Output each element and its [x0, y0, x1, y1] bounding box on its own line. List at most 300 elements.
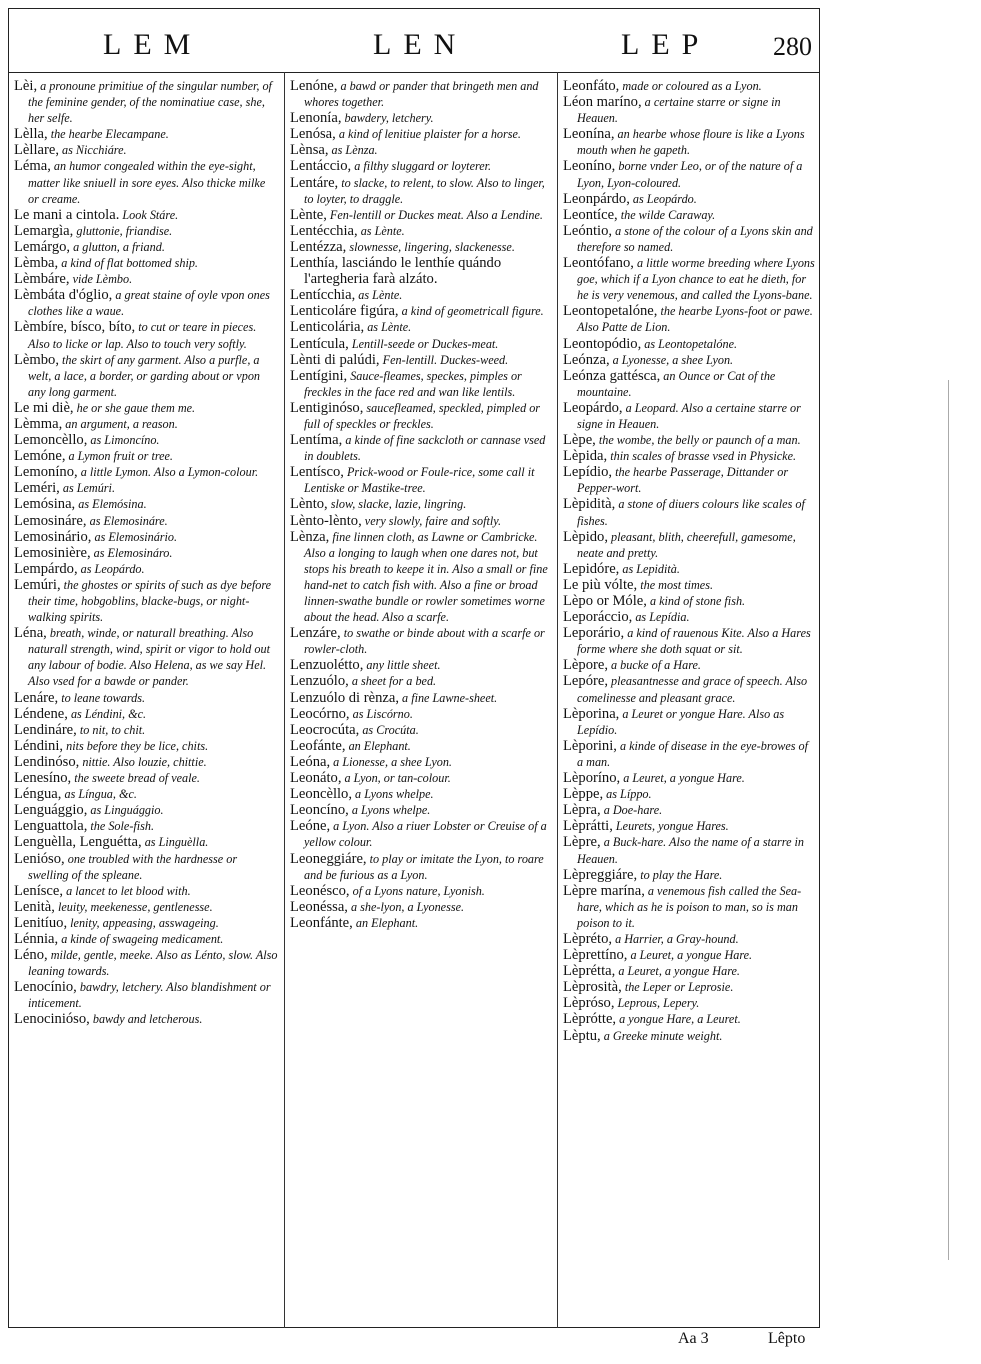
- entry-headword: Lènte,: [290, 206, 327, 223]
- dictionary-entry: [563, 207, 817, 223]
- entry-definition: a kind of flat bottomed ship.: [58, 256, 198, 271]
- entry-definition: an hearbe whose floure is like a Lyons mouth when he gapeth.: [577, 127, 805, 158]
- entry-definition: an Ounce or Cat of the mountaine.: [577, 368, 776, 399]
- entry-headword: Lentézza,: [290, 238, 347, 255]
- entry-headword: Leonfáto,: [563, 78, 620, 94]
- entry-headword: Lèpre marína,: [563, 882, 645, 899]
- entry-definition: as Nicchiáre.: [58, 143, 127, 158]
- entry-headword: Lèprátti,: [563, 818, 613, 835]
- entry-definition: a bucke of a Hare.: [607, 658, 701, 673]
- entry-definition: as Lemúri.: [59, 481, 115, 496]
- entry-headword: Lèprétta,: [563, 963, 616, 980]
- entry-headword: Lenitíuo,: [14, 914, 68, 931]
- dictionary-entry: [563, 126, 817, 158]
- entry-definition: a Leopard. Also a certaine starre or signe in Heauen.: [577, 400, 801, 431]
- dictionary-entry: [563, 368, 817, 400]
- entry-headword: Lenguèlla, Lenguétta,: [14, 834, 142, 851]
- entry-definition: leuity, meekenesse, gentlenesse.: [54, 899, 213, 914]
- entry-headword: Léngua,: [14, 786, 62, 803]
- dictionary-entry: [290, 496, 552, 512]
- entry-headword: Lentícchia,: [290, 287, 356, 304]
- dictionary-entry: [14, 1011, 278, 1027]
- entry-definition: a certaine starre or signe in Heauen.: [577, 95, 781, 126]
- dictionary-entry: [563, 496, 817, 528]
- entry-definition: made or coloured as a Lyon.: [619, 79, 762, 93]
- dictionary-entry: [563, 577, 817, 593]
- entry-definition: of a Lyons nature, Lyonish.: [349, 883, 485, 898]
- dictionary-entry: [290, 818, 552, 850]
- dictionary-entry: [14, 851, 278, 883]
- entry-definition: Leprous, Lepery.: [614, 996, 700, 1011]
- dictionary-entry: [563, 786, 817, 802]
- entry-definition: borne vnder Leo, or of the nature of a Lyon, Lyon-coloured.: [577, 159, 803, 190]
- dictionary-entry: [290, 706, 552, 722]
- entry-definition: milde, gentle, meeke. Also as Lénto, slow. Also leaning towards.: [28, 948, 278, 979]
- signature-mark: Aa 3: [678, 1330, 709, 1347]
- entry-definition: a bawd or pander that bringeth men and whores together.: [304, 79, 539, 110]
- dictionary-entry: [14, 818, 278, 834]
- entry-headword: Lèlla,: [14, 126, 48, 143]
- entry-headword: Lendináre,: [14, 721, 77, 738]
- dictionary-entry: [563, 432, 817, 448]
- dictionary-entry: [290, 529, 552, 626]
- entry-headword: Lenthía, lasciándo le lenthíe quándo l'artegheria farà alzáto.: [290, 255, 502, 288]
- entry-definition: a great staine of oyle vpon ones clothes like a waue.: [28, 288, 270, 319]
- entry-headword: Lenguattola,: [14, 818, 88, 835]
- entry-headword: Lemosinière,: [14, 544, 91, 561]
- entry-headword: Lènto-lènto,: [290, 512, 362, 529]
- dictionary-entry: [290, 142, 552, 158]
- entry-definition: as Linguággio.: [87, 803, 164, 818]
- entry-headword: Leoncíno,: [290, 802, 349, 819]
- entry-headword: Lenióso,: [14, 850, 65, 867]
- entry-headword: Lèporini,: [563, 737, 617, 754]
- dictionary-entry: [290, 207, 552, 223]
- entry-definition: as Língua, &c.: [61, 787, 137, 802]
- entry-definition: a kind of lenitiue plaister for a horse.: [335, 127, 521, 142]
- entry-definition: Look Stáre.: [119, 207, 179, 222]
- dictionary-entry: [290, 368, 552, 400]
- entry-definition: a Leuret, a yongue Hare.: [615, 964, 740, 979]
- entry-definition: an argument, a reason.: [62, 416, 178, 431]
- dictionary-entry: [563, 1028, 817, 1044]
- entry-definition: a filthy sluggard or loyterer.: [351, 159, 492, 174]
- dictionary-entry: [290, 690, 552, 706]
- column-divider: [284, 72, 285, 1328]
- dictionary-entry: [563, 706, 817, 738]
- entry-definition: a Lyon, or tan-colour.: [341, 771, 451, 786]
- entry-headword: Lentícula,: [290, 335, 349, 352]
- dictionary-entry: [14, 464, 278, 480]
- entry-definition: a kind of geometricall figure.: [398, 304, 544, 319]
- dictionary-entry: [563, 158, 817, 190]
- entry-definition: a kinde of swageing medicament.: [58, 931, 224, 946]
- entry-definition: as Lepídia.: [632, 610, 690, 625]
- dictionary-entry: [290, 319, 552, 335]
- entry-definition: Fen-lentill. Duckes-weed.: [379, 352, 509, 367]
- entry-headword: Leónza gattésca,: [563, 367, 661, 384]
- entry-headword: Lemoncèllo,: [14, 432, 88, 449]
- entry-headword: Lèprettíno,: [563, 947, 628, 964]
- entry-definition: he or she gaue them me.: [73, 400, 196, 415]
- dictionary-entry: [563, 223, 817, 255]
- entry-definition: as Elemosináro.: [90, 545, 173, 560]
- entry-headword: Lendinóso,: [14, 753, 80, 770]
- column-3: [563, 78, 817, 1328]
- dictionary-entry: [563, 94, 817, 126]
- entry-headword: Lenzuolétto,: [290, 657, 364, 674]
- entry-headword: Leoncèllo,: [290, 786, 352, 803]
- dictionary-entry: [14, 834, 278, 850]
- entry-definition: as Léndini, &c.: [67, 706, 147, 721]
- dictionary-entry: [290, 883, 552, 899]
- entry-headword: Lemóne,: [14, 448, 66, 465]
- entry-headword: Leóna,: [290, 753, 331, 770]
- entry-definition: slownesse, lingering, slackenesse.: [346, 239, 515, 254]
- dictionary-entry: [14, 496, 278, 512]
- entry-definition: the skirt of any garment. Also a purfle, a welt, a lace, a border, or garding about or vpon any long garment.: [28, 352, 261, 399]
- entry-definition: a fine Lawne-sheet.: [399, 690, 498, 705]
- entry-definition: the wilde Caraway.: [617, 207, 716, 222]
- dictionary-entry: [563, 673, 817, 705]
- entry-headword: Lèpre,: [563, 834, 601, 851]
- dictionary-entry: [14, 690, 278, 706]
- entry-headword: Lèmbáre,: [14, 271, 70, 288]
- dictionary-entry: [14, 239, 278, 255]
- entry-headword: Lentígini,: [290, 367, 348, 384]
- dictionary-entry: [290, 657, 552, 673]
- entry-definition: an Elephant.: [345, 738, 411, 753]
- entry-definition: as Lènza.: [328, 143, 378, 158]
- entry-definition: Lentill-seede or Duckes-meat.: [348, 336, 499, 351]
- dictionary-entry: [290, 754, 552, 770]
- dictionary-entry: [14, 158, 278, 206]
- dictionary-entry: [290, 303, 552, 319]
- page-number: 280: [773, 32, 812, 61]
- entry-definition: a Leuret, a yongue Hare.: [620, 771, 745, 786]
- entry-headword: Lèllare,: [14, 142, 59, 159]
- entry-definition: thin scales of brasse vsed in Physicke.: [607, 449, 797, 464]
- entry-headword: Lèprosità,: [563, 979, 622, 996]
- entry-definition: a stone of diuers colours like scales of fishes.: [577, 497, 805, 528]
- dictionary-entry: [14, 480, 278, 496]
- dictionary-entry: [563, 352, 817, 368]
- dictionary-entry: [14, 287, 278, 319]
- dictionary-entry: [14, 883, 278, 899]
- entry-headword: Lèi,: [14, 78, 38, 94]
- dictionary-entry: [563, 561, 817, 577]
- entry-headword: Lèpréto,: [563, 930, 613, 947]
- entry-headword: Lèpra,: [563, 802, 601, 819]
- dictionary-entry: [14, 529, 278, 545]
- entry-headword: Leóne,: [290, 818, 331, 835]
- entry-headword: Lenósa,: [290, 126, 336, 143]
- entry-definition: as Leopárdo.: [629, 191, 697, 206]
- entry-headword: Lenóne,: [290, 78, 338, 94]
- entry-definition: as Lènte.: [357, 223, 405, 238]
- dictionary-entry: [290, 432, 552, 464]
- dictionary-entry: [14, 352, 278, 400]
- entry-headword: Lèporíno,: [563, 770, 621, 787]
- dictionary-entry: [290, 78, 552, 110]
- dictionary-entry: [14, 931, 278, 947]
- column-2: [290, 78, 552, 1328]
- dictionary-entry: [563, 738, 817, 770]
- dictionary-entry: [290, 513, 552, 529]
- entry-headword: Lèmbíre, bísco, bíto,: [14, 319, 136, 336]
- entry-headword: Lepídio,: [563, 464, 613, 481]
- entry-headword: Leocórno,: [290, 705, 350, 722]
- dictionary-entry: [14, 142, 278, 158]
- entry-definition: pleasant, blith, cheerefull, gamesome, neate and pretty.: [577, 529, 796, 560]
- dictionary-entry: [14, 738, 278, 754]
- entry-headword: Lèppe,: [563, 786, 604, 803]
- entry-headword: Lemárgo,: [14, 238, 71, 255]
- column-1: [14, 78, 278, 1328]
- dictionary-entry: [290, 738, 552, 754]
- entry-definition: a yongue Hare, a Leuret.: [616, 1012, 741, 1027]
- dictionary-entry: [290, 770, 552, 786]
- entry-headword: Leoníno,: [563, 158, 616, 175]
- entry-headword: Leoneggiáre,: [290, 850, 367, 867]
- dictionary-entry: [563, 529, 817, 561]
- entry-definition: any little sheet.: [363, 658, 441, 673]
- entry-definition: bawdy and letcherous.: [89, 1012, 203, 1027]
- entry-headword: Lentiginóso,: [290, 399, 364, 416]
- running-head-left: LEM: [103, 28, 203, 61]
- entry-headword: Léno,: [14, 947, 48, 964]
- dictionary-entry: [563, 593, 817, 609]
- dictionary-entry: [563, 834, 817, 866]
- entry-definition: a Lyonesse, a shee Lyon.: [609, 352, 734, 367]
- entry-definition: a sheet for a bed.: [348, 674, 437, 689]
- entry-headword: Lènsa,: [290, 142, 329, 159]
- entry-definition: an Elephant.: [352, 915, 419, 930]
- entry-headword: Lèmba,: [14, 255, 59, 272]
- entry-definition: lenity, appeasing, asswageing.: [67, 915, 219, 930]
- dictionary-entry: [290, 802, 552, 818]
- entry-headword: Leporáccio,: [563, 609, 633, 626]
- dictionary-entry: [14, 706, 278, 722]
- dictionary-entry: [14, 979, 278, 1011]
- entry-definition: pleasantnesse and grace of speech. Also comelinesse and pleasant grace.: [577, 674, 808, 705]
- entry-headword: Lèporina,: [563, 705, 620, 722]
- entry-definition: a Leuret, a yongue Hare.: [627, 948, 753, 963]
- entry-definition: to cut or teare in pieces. Also to licke or lap. Also to touch very softly.: [28, 320, 257, 351]
- scan-edge-line: [948, 380, 950, 1260]
- entry-definition: as Lepidità.: [619, 561, 680, 576]
- entry-headword: Lèmma,: [14, 415, 63, 432]
- dictionary-entry: [14, 754, 278, 770]
- dictionary-entry: [290, 722, 552, 738]
- dictionary-entry: [563, 883, 817, 931]
- dictionary-entry: [563, 979, 817, 995]
- dictionary-entry: [563, 867, 817, 883]
- entry-headword: Leonésco,: [290, 882, 350, 899]
- entry-definition: nittie. Also louzie, chittie.: [79, 754, 207, 769]
- entry-definition: as Liscórno.: [349, 706, 413, 721]
- entry-definition: Sauce-fleames, speckes, pimples or freckles in the face red and wan like lentils.: [304, 368, 522, 399]
- entry-definition: to play or imitate the Lyon, to roare and be furious as a Lyon.: [304, 851, 544, 882]
- entry-definition: a lancet to let blood with.: [63, 883, 191, 898]
- entry-headword: Léna,: [14, 625, 47, 642]
- entry-headword: Leporário,: [563, 625, 625, 642]
- entry-headword: Lenità,: [14, 898, 55, 915]
- entry-headword: Lèmbo,: [14, 351, 59, 368]
- entry-definition: a glutton, a friand.: [70, 239, 165, 254]
- entry-definition: a Greeke minute weight.: [600, 1028, 723, 1043]
- entry-headword: Lèpreggiáre,: [563, 866, 638, 883]
- entry-definition: as Linguèlla.: [141, 835, 209, 850]
- dictionary-entry: [14, 223, 278, 239]
- entry-headword: Leóntio,: [563, 222, 613, 239]
- entry-definition: nits before they be lice, chits.: [63, 738, 209, 753]
- entry-headword: Leméri,: [14, 480, 60, 497]
- entry-headword: Lènto,: [290, 496, 328, 513]
- entry-headword: Leocrocúta,: [290, 721, 360, 738]
- entry-headword: Lènza,: [290, 528, 330, 545]
- entry-definition: the hearbe Lyons-foot or pawe. Also Patte de Lion.: [577, 304, 813, 335]
- entry-definition: a kinde of disease in the eye-browes of a man.: [577, 738, 809, 769]
- dictionary-entry: [14, 545, 278, 561]
- dictionary-entry: [14, 722, 278, 738]
- entry-headword: Lentísco,: [290, 464, 344, 481]
- entry-definition: as Leopárdo.: [77, 561, 145, 576]
- dictionary-entry: [14, 271, 278, 287]
- dictionary-entry: [290, 175, 552, 207]
- entry-headword: Leonína,: [563, 126, 615, 143]
- entry-headword: Lèpróso,: [563, 995, 615, 1012]
- header-rule: [8, 72, 820, 73]
- dictionary-entry: [563, 400, 817, 432]
- dictionary-entry: [14, 802, 278, 818]
- catchword: Lêpto: [768, 1330, 806, 1347]
- entry-definition: a Lyons whelpe.: [348, 803, 431, 818]
- dictionary-entry: [290, 625, 552, 657]
- entry-headword: Lenocínio,: [14, 979, 77, 996]
- entry-definition: a pronoune primitiue of the singular number, of the feminine gender, of the nominatiue case, she, her selfe.: [28, 79, 272, 126]
- dictionary-entry: [14, 770, 278, 786]
- entry-definition: fine linnen cloth, as Lawne or Cambricke. Also a longing to laugh when one dares not, but stops his breath to keepe it in. Also a small or fine hand-net to catch fish with. Also a fine or broad linnen-swathe bundle or rowler sometimes worne about the head. Also a scarfe.: [304, 529, 548, 625]
- dictionary-entry: [290, 915, 552, 931]
- dictionary-entry: [563, 336, 817, 352]
- entry-headword: Léon maríno,: [563, 94, 642, 111]
- dictionary-entry: [290, 239, 552, 255]
- entry-definition: vide Lèmbo.: [69, 272, 133, 287]
- entry-definition: to swathe or binde about with a scarfe or rowler-cloth.: [304, 626, 545, 657]
- entry-headword: Lèpida,: [563, 448, 608, 465]
- entry-definition: a little worme breeding where Lyons goe, which if a Lyon chance to eat he dieth, for he is very venemous, and called the Lyons-bane.: [577, 256, 815, 303]
- entry-headword: Lenguággio,: [14, 802, 88, 819]
- entry-headword: Lemósina,: [14, 496, 76, 513]
- entry-headword: Lèmbáta d'óglio,: [14, 287, 113, 304]
- entry-headword: Leontíce,: [563, 206, 618, 223]
- dictionary-entry: [563, 963, 817, 979]
- dictionary-entry: [290, 223, 552, 239]
- dictionary-entry: [563, 609, 817, 625]
- dictionary-entry: [14, 947, 278, 979]
- dictionary-entry: [563, 1011, 817, 1027]
- dictionary-entry: [290, 336, 552, 352]
- dictionary-entry: [290, 464, 552, 496]
- dictionary-entry: [290, 158, 552, 174]
- entry-definition: an humor congealed within the eye-sight, matter like sniuell in sore eyes. Also thicke milke or creame.: [28, 159, 266, 206]
- entry-headword: Lèpidità,: [563, 496, 616, 513]
- entry-definition: to play the Hare.: [637, 867, 723, 882]
- entry-headword: Lenáre,: [14, 689, 59, 706]
- dictionary-entry: [14, 625, 278, 689]
- entry-headword: Leónza,: [563, 351, 610, 368]
- dictionary-entry: [563, 255, 817, 303]
- entry-headword: Lèprótte,: [563, 1011, 617, 1028]
- dictionary-entry: [563, 303, 817, 335]
- dictionary-entry: [563, 818, 817, 834]
- entry-definition: a Lymon fruit or tree.: [65, 449, 173, 464]
- entry-headword: Léndene,: [14, 705, 68, 722]
- dictionary-entry: [290, 287, 552, 303]
- entry-definition: Leurets, yongue Hares.: [612, 819, 729, 834]
- entry-headword: Lenzáre,: [290, 625, 341, 642]
- dictionary-entry: [14, 561, 278, 577]
- dictionary-entry: [14, 319, 278, 351]
- entry-definition: bawdery, letchery.: [341, 111, 434, 126]
- running-head-center: LEN: [373, 28, 468, 61]
- entry-definition: a stone of the colour of a Lyons skin and therefore so named.: [577, 223, 813, 254]
- entry-headword: Lèpe,: [563, 432, 596, 449]
- entry-definition: a Lyon. Also a riuer Lobster or Creuise of a yellow colour.: [304, 819, 547, 850]
- entry-definition: a kind of stone fish.: [646, 594, 746, 608]
- dictionary-entry: [14, 78, 278, 126]
- entry-headword: Lenticolária,: [290, 319, 365, 336]
- entry-headword: Le mani a cintola.: [14, 206, 120, 223]
- entry-headword: Lèptu,: [563, 1027, 601, 1044]
- entry-headword: Le più vólte,: [563, 576, 638, 593]
- dictionary-entry: [563, 78, 817, 94]
- entry-definition: a Doe-hare.: [600, 803, 663, 818]
- entry-headword: Lemargìa,: [14, 222, 74, 239]
- entry-definition: as Elemosinário.: [91, 529, 178, 544]
- entry-definition: as Elemosináre.: [86, 513, 168, 528]
- dictionary-entry: [290, 255, 552, 287]
- entry-headword: Léndini,: [14, 737, 64, 754]
- entry-definition: the ghostes or spirits of such as dye before their time, hobgoblins, blacke-bugs, or night-walking spirits.: [28, 577, 272, 625]
- dictionary-entry: [14, 786, 278, 802]
- entry-definition: as Lènte.: [355, 288, 403, 303]
- entry-headword: Lepidóre,: [563, 560, 620, 577]
- entry-definition: as Leontopetalóne.: [641, 336, 738, 351]
- dictionary-entry: [290, 352, 552, 368]
- entry-definition: a little Lymon. Also a Lymon-colour.: [77, 465, 259, 480]
- entry-headword: Lenocinióso,: [14, 1011, 90, 1028]
- entry-headword: Leonéssa,: [290, 898, 348, 915]
- entry-definition: a Lyons whelpe.: [352, 787, 434, 802]
- entry-headword: Leonfánte,: [290, 914, 353, 931]
- dictionary-entry: [14, 126, 278, 142]
- entry-definition: as Elemósina.: [75, 497, 147, 512]
- dictionary-entry: [290, 400, 552, 432]
- entry-definition: the sweete bread of veale.: [71, 771, 200, 786]
- dictionary-entry: [14, 448, 278, 464]
- entry-definition: the wombe, the belly or paunch of a man.: [595, 433, 801, 448]
- dictionary-entry: [14, 513, 278, 529]
- dictionary-entry: [563, 802, 817, 818]
- entry-headword: Lentáccio,: [290, 158, 352, 175]
- entry-definition: Prick-wood or Foule-rice, some call it Lentiske or Mastike-tree.: [304, 465, 535, 496]
- entry-headword: Lemosinário,: [14, 528, 92, 545]
- entry-definition: slow, slacke, lazie, lingring.: [327, 497, 467, 512]
- entry-headword: Lènti di palúdi,: [290, 351, 380, 368]
- entry-definition: a Harrier, a Gray-hound.: [612, 931, 739, 946]
